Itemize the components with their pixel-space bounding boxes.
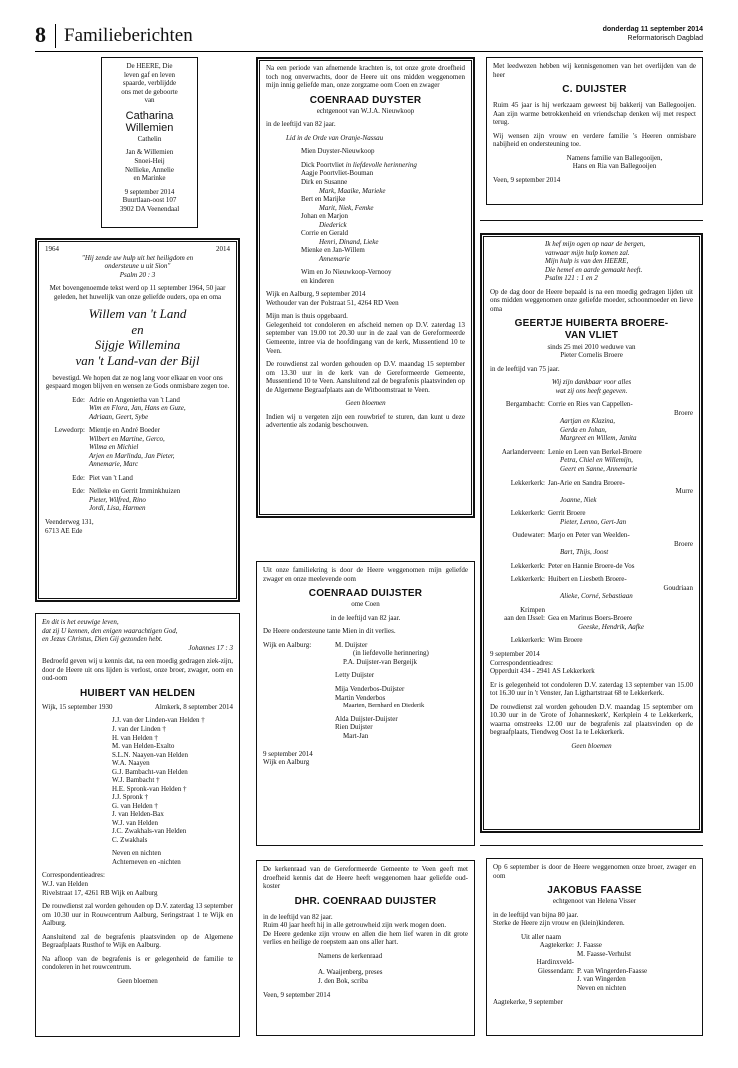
grandchildren: Petra, Chiel en Willemijn, — [560, 456, 633, 465]
date-line: Veen, 9 september 2014 — [493, 175, 561, 184]
anniversary-years — [45, 245, 230, 254]
family-member: J. van Helden-Bax — [112, 810, 164, 819]
notice-text: Indien wij u vergeten zijn een rouwbrief te sturen, dan kunt u deze advertentie als zodanig beschouwen. — [266, 412, 465, 430]
relatives-line: Achterneven en -nichten — [112, 857, 181, 866]
separator-line — [480, 845, 703, 846]
family-place: Lekkerkerk: — [510, 636, 545, 645]
wish-text: Wij wensen zijn vrouw en verdere familie 's Heeren onmisbare nabijheid en ondersteuning toe. — [493, 131, 696, 149]
baby-first-name: Catharina — [125, 109, 174, 122]
age-line: in de leeftijd van bijna 80 jaar. — [493, 910, 579, 919]
family-place: Ede: — [72, 395, 85, 404]
family-group — [45, 487, 230, 513]
family-main-cont: Murre — [675, 487, 693, 496]
member-note: Marit, Niek, Femke — [319, 203, 374, 212]
correspondence-address: Rivelstraat 17, 4261 RB Wijk en Aalburg — [42, 888, 158, 897]
family-member: S.L.N. Naayen-van Helden — [112, 750, 189, 759]
deceased-name: C. DUIJSTER — [562, 84, 627, 96]
member-name: Aagje Poortvliet-Bouman — [301, 169, 374, 178]
baby-nickname: Cathelin — [137, 134, 162, 143]
family-member: J. Faasse — [577, 941, 602, 950]
grandchildren: Geert en Sanne, Annemarie — [560, 465, 638, 473]
family-member: J.J. van der Linden-van Helden † — [112, 716, 205, 725]
address-street: Veenderweg 131, — [45, 518, 94, 526]
date-line: 9 september 2014 — [490, 650, 540, 658]
family-member: M. Faasse-Verhulst — [577, 949, 632, 958]
deceased-name: GEERTJE HUIBERTA BROERE- — [514, 318, 669, 330]
family-place: Giessendam: — [537, 966, 574, 975]
family-place: Lekkerkerk: — [510, 575, 545, 584]
age-line: in de leeftijd van 82 jaar. — [266, 120, 336, 129]
family-members — [548, 509, 693, 526]
member-name: Dirk en Susanne — [301, 177, 348, 186]
family-member: P. van Wingerden-Faasse — [577, 966, 648, 975]
age-line: in de leeftijd van 75 jaar. — [490, 364, 560, 373]
family-group — [490, 606, 693, 632]
grandchildren: Wilbert en Martine, Gerco, — [89, 434, 165, 443]
family-main: Wim Broere — [548, 636, 583, 645]
family-main: Peter en Hannie Broere-de Vos — [548, 561, 635, 570]
paper-name: Reformatorisch Dagblad — [627, 35, 703, 43]
text-line: spaarde, verblijdde — [122, 79, 177, 88]
intro-text: Na een periode van afnemende krachten is, tot onze grote droefheid toch nog onverwachts, door de Heere uit ons midden weggenomen mijn innig geliefde man, onze zorgzame oom Coen en zwager — [266, 64, 465, 90]
family-main: Marjo en Peter van Weelden- — [548, 531, 630, 540]
text-line: ons met de geboorte — [121, 87, 178, 96]
no-flowers-note: Geen bloemen — [117, 976, 158, 985]
family-main: Lenie en Leen van Berkel-Broere — [548, 447, 642, 456]
family-group — [490, 562, 693, 571]
member-note: Diederick — [319, 220, 347, 229]
family-main: Nelleke en Gerrit Imminkhuizen — [89, 487, 181, 496]
family-place: Aagtekerke: — [539, 941, 574, 950]
family-member — [301, 268, 465, 277]
family-member: H.E. Spronk-van Helden † — [112, 784, 187, 793]
obituary-church-council — [256, 860, 475, 1036]
header-info — [603, 25, 703, 43]
issue-date: donderdag 11 september 2014 — [602, 26, 703, 33]
intro-text: Met bovengenoemde tekst werd op 11 september 1964, 50 jaar geleden, het huwelijk van onze geliefde ouders, opa en oma — [49, 284, 226, 301]
date-line: Veen, 9 september 2014 — [263, 990, 331, 999]
obituary-faasse — [486, 858, 703, 1036]
intro-text: Bedroefd geven wij u kennis dat, na een moedig gedragen ziek-zijn, door de Heere uit ons lijden is verlost, onze broer, zwager, oom en oud-oom — [42, 657, 233, 683]
correspondence-name: W.J. van Helden — [42, 880, 89, 888]
family-member — [301, 229, 465, 238]
member-note: in liefdevolle herinnering — [345, 160, 417, 169]
quote-reference: Johannes 17 : 3 — [188, 643, 233, 652]
family-members — [548, 448, 693, 474]
family-member: J. van der Linden † — [112, 724, 166, 733]
date-line: 9 september 2014 — [263, 749, 313, 758]
family-group — [490, 636, 693, 645]
quote-line: Die hemel en aarde gemaakt heeft. — [545, 265, 643, 274]
family-members — [548, 562, 693, 571]
family-group — [490, 575, 693, 601]
blessing-text: bevestigd. We hopen dat ze nog lang voor elkaar en voor ons gespaard mogen blijven en wensen ze Gods onmisbare zegen toe. — [45, 373, 230, 391]
quote-line: En dit is het eeuwige leven, — [42, 618, 119, 626]
intro-text: Met leedwezen hebben wij kennisgenomen van het overlijden van de heer — [493, 62, 696, 79]
deceased-name: HUIBERT VAN HELDEN — [79, 687, 196, 699]
thanks-line: wat zij ons heeft gegeven. — [555, 386, 628, 395]
family-member: H. van Helden † — [112, 733, 158, 742]
family-main: Huibert en Liesbeth Broere- — [548, 575, 627, 584]
family-member: Mart-Jan — [343, 732, 369, 741]
family-main: Jan-Arie en Sandra Broere- — [548, 478, 625, 487]
family-place: Oudewater: — [512, 531, 545, 540]
address-line: Wethouder van der Polstraat 51, 4264 RD Veen — [266, 298, 399, 307]
family-place: aan den IJssel: — [504, 614, 545, 623]
quote-reference: Psalm 20 : 3 — [119, 270, 156, 279]
widow-line: Pieter Cornelis Broere — [560, 351, 623, 360]
life-dates — [42, 703, 233, 712]
grandchildren: Annemarie, Marc — [89, 460, 139, 469]
quote-reference: Psalm 121 : 1 en 2 — [545, 274, 598, 283]
obituary-duijster-family — [256, 561, 475, 846]
no-flowers-note: Geen bloemen — [571, 741, 612, 750]
family-member: W.A. Naayen — [112, 759, 150, 768]
grandchildren: Geeske, Hendrik, Aafke — [578, 622, 644, 631]
deceased-name: DHR. COENRAAD DUIJSTER — [294, 895, 437, 907]
text-line: van — [144, 96, 155, 105]
family-main: Adrie en Angenietha van 't Land — [89, 395, 180, 404]
family-list — [42, 716, 233, 844]
baby-second-name: Willemien — [125, 122, 174, 135]
connector: en — [131, 321, 144, 337]
family-place: Bergambacht: — [505, 400, 545, 409]
family-main: Mientje en André Boeder — [89, 426, 160, 435]
date-line: Aagtekerke, 9 september — [493, 997, 563, 1006]
member-name: Mienke en Jan-Willem — [301, 246, 365, 255]
spouse-line: echtgenoot van Helena Visser — [552, 897, 637, 906]
family-member — [301, 169, 465, 178]
family-member: G. van Helden † — [112, 801, 158, 810]
member-note: Mark, Maaike, Marieke — [319, 186, 386, 195]
family-member: Maarten, Bernhard en Diederik — [343, 702, 425, 710]
family-main-cont: Goudriaan — [663, 583, 693, 592]
family-place: Ede: — [72, 487, 85, 496]
quote-line: Mijn hulp is van den HEERE, — [545, 257, 629, 266]
condolence-text: Gelegenheid tot condoleren en afscheid nemen op D.V. zaterdag 13 september van 19.00 tot 20.30 uur in de zaal van de Gereformeerde Gemeente, intree via de hoofdingang van de kerk, Mussentiend 10 te Veen. — [266, 320, 465, 355]
signature-line: J. den Bok, scriba — [318, 976, 368, 985]
text-line: De HEERE, Die — [126, 62, 173, 70]
honor-line: Lid in de Orde van Oranje-Nassau — [286, 133, 384, 142]
family-group — [45, 396, 230, 422]
nickname-line: ome Coen — [351, 600, 380, 609]
family-main: Piet van 't Land — [89, 473, 133, 482]
family-group — [490, 509, 693, 526]
family-member: W.J. Bambacht † — [112, 776, 160, 785]
family-main-cont: Broere — [673, 539, 693, 548]
family-member: J.C. Zwakhals-van Helden — [112, 827, 187, 836]
funeral-service-text: De rouwdienst zal worden gehouden D.V. maandag 15 september om 10.30 uur in de 'Grote of Johanneskerk', Kerkplein 4 te Lekkerkerk, waarna omstreeks 12.00 uur de begrafenis zal plaatsvinden op de begraafplaats, Tiendweg Oost 1a te Lekkerkerk. — [490, 702, 693, 737]
funeral-service-text: De rouwdienst zal worden gehouden op D.V. maandag 15 september om 13.30 uur in de kerk van de Gereformeerde Gemeente, Mussentiend 10 te Veen. Aansluitend zal de begrafenis plaatsvinden op de Algemene Begraafplaats aan de Witboomstraat te Veen. — [266, 360, 465, 394]
year-start: 1964 — [45, 245, 59, 253]
relatives-line: Neven en nichten — [577, 984, 626, 992]
correspondence-address: Opperduit 434 - 2941 AS Lekkerkerk — [490, 667, 595, 676]
signature-line: Namens familie van Ballegooijen, — [566, 153, 663, 162]
funeral-service-text: De rouwdienst zal worden gehouden op D.V. zaterdag 13 september om 10.30 uur in Rouwcentrum Aalburg, Seringstraat 1 te Wijk en Aalburg. — [42, 902, 233, 928]
obituary-van-helden — [35, 613, 240, 1037]
page-header — [35, 22, 703, 52]
family-member — [301, 147, 465, 156]
family-member — [301, 238, 465, 247]
husband-name: Willem van 't Land — [88, 306, 187, 322]
family-place: Lekkerkerk: — [510, 509, 545, 518]
condolence-text: Er is gelegenheid tot condoleren D.V. zaterdag 13 september van 15.00 tot 16.30 uur in 't Venster, Jan Ligthartstraat 68 te Lekkerkerk. — [490, 680, 693, 698]
signature-block — [263, 952, 468, 986]
family-member: C. Zwakhals — [112, 835, 148, 844]
family-member: W.J. van Helden — [112, 818, 159, 827]
quote-line: Ik hef mijn ogen op naar de bergen, — [545, 240, 646, 248]
family-main: Gea en Marinus Boers-Broere — [548, 614, 633, 623]
parents-line: Jan & Willemien — [125, 148, 174, 157]
family-members — [548, 479, 693, 505]
text-line: leven gaf en leven — [123, 70, 176, 79]
family-group — [490, 531, 693, 557]
family-member: P.A. Duijster-van Bergeijk — [343, 657, 417, 666]
correspondence-label: Correspondentieadres: — [490, 658, 553, 667]
grandchildren: Pieter, Lenno, Gert-Jan — [560, 517, 627, 526]
grandchildren: Alieke, Corné, Sebastiaan — [560, 592, 633, 601]
family-member — [301, 277, 465, 286]
family-members — [548, 531, 693, 557]
member-note: Henri, Dinand, Lieke — [319, 237, 379, 246]
quote-line: dat zij U kennen, den enigen waarachtigen God, — [42, 626, 178, 635]
family-member: Rien Duijster — [335, 723, 373, 732]
place-line: Wijk en Aalburg — [263, 758, 310, 767]
family-member — [301, 221, 465, 230]
family-member — [301, 178, 465, 187]
family-place: Hardinxveld- — [536, 958, 574, 967]
family-member — [301, 212, 465, 221]
member-name: Wim en Jo Nieuwkoop-Vernooy — [301, 268, 392, 277]
family-list — [490, 400, 693, 606]
obituary-broere — [480, 233, 703, 833]
family-member: Alda Duijster-Duijster — [335, 714, 398, 723]
on-behalf-line: Uit aller naam — [521, 932, 562, 941]
siblings-line: en Marinke — [133, 174, 166, 183]
family-member: Letty Duijster — [335, 671, 375, 680]
siblings-line: Nellieke, Annelie — [125, 165, 174, 174]
family-place: Lekkerkerk: — [510, 561, 545, 570]
grandchildren: Wim en Flora, Jan, Hans en Guze, — [89, 404, 186, 413]
birth-announcement — [101, 57, 198, 228]
section-title: Familieberichten — [55, 24, 193, 48]
family-list — [335, 641, 468, 741]
member-name: Dick Poortvliet — [301, 160, 346, 169]
family-group — [45, 474, 230, 483]
blessing-text: Sterke de Heere zijn vrouw en (klein)kinderen. — [493, 919, 625, 928]
member-name: Johan en Marjon — [301, 212, 349, 221]
deceased-name: COENRAAD DUIJSTER — [308, 588, 423, 600]
signature-line: Hans en Ria van Ballegooijen — [572, 162, 657, 171]
quote-line: ondersteune u uit Sion" — [104, 262, 171, 271]
family-list — [266, 147, 465, 285]
family-member: M. van Helden-Exalto — [112, 742, 175, 751]
wife-full-name: van 't Land-van der Bijl — [75, 352, 200, 368]
family-member: J.J. Spronk † — [112, 793, 149, 802]
grandchildren: Aartjan en Klazina, — [560, 417, 616, 426]
deceased-name: JAKOBUS FAASSE — [547, 885, 642, 897]
grandchildren: Gerda en Johan, — [560, 425, 607, 434]
address-street: Buurtlaan-oost 107 — [122, 196, 177, 205]
signature-line: Namens de kerkenraad — [318, 951, 383, 960]
family-member: M. Duijster — [335, 640, 368, 649]
anniversary-announcement — [35, 238, 240, 602]
family-members — [548, 575, 693, 601]
family-member: G.J. Bambacht-van Helden — [112, 767, 188, 776]
intro-text: Uit onze familiekring is door de Heere weggenomen mijn geliefde zwager en onze meelevende oom — [263, 566, 468, 583]
no-flowers-note: Geen bloemen — [345, 399, 386, 408]
intro-text: De kerkenraad van de Gereformeerde Gemeente te Veen geeft met droefheid kennis dat de Heere heeft weggenomen haar geliefde oud-koster — [263, 865, 468, 891]
tribute-text: Ruim 45 jaar is hij werkzaam geweest bij bakkerij van Ballegooijen. Aan zijn warme betrokkenheid en vriendschap denken wij met respect terug. — [493, 101, 696, 127]
age-line: in de leeftijd van 82 jaar. — [263, 912, 333, 921]
age-line: in de leeftijd van 82 jaar. — [330, 613, 401, 622]
laid-out-text: Mijn man is thuis opgebaard. — [266, 312, 348, 321]
quote-line: en Jezus Christus, Dien Gij gezonden hebt. — [42, 635, 163, 644]
family-member — [301, 255, 465, 264]
nephews-block — [42, 849, 233, 866]
birth-date: 9 september 2014 — [124, 187, 175, 196]
grandchildren: Joanne, Niek — [560, 495, 597, 504]
deceased-name: COENRAAD DUYSTER — [309, 94, 422, 106]
family-group — [490, 479, 693, 505]
grandchildren: Jordi, Lisa, Harmen — [89, 504, 146, 513]
member-name: en kinderen — [301, 276, 334, 285]
correspondence-label: Correspondentieadres: — [42, 871, 105, 880]
family-member — [301, 187, 465, 196]
family-place: Ede: — [72, 473, 85, 482]
member-name: Mien Duyster-Nieuwkoop — [301, 147, 375, 156]
family-place: Krimpen — [520, 605, 545, 614]
grandchildren: Arjen en Marlinda, Jan Pieter, — [89, 451, 175, 460]
family-member — [301, 195, 465, 204]
service-text: Ruim 40 jaar heeft hij in alle getrouwheid zijn werk mogen doen. — [263, 921, 447, 930]
birth-info: Wijk, 15 september 1930 — [42, 702, 113, 711]
family-member — [301, 204, 465, 213]
intro-text: Op de dag door de Heere bepaald is na een moedig gedragen lijden uit ons midden weggenomen onze geliefde moeder, schoonmoeder en lieve oma — [490, 287, 693, 313]
family-place: Lewedorp: — [54, 426, 85, 435]
member-name: Corrie en Gerald — [301, 229, 349, 238]
grandchildren: Pieter, Wilfred, Rino — [89, 495, 146, 504]
family-group — [263, 641, 468, 741]
family-place: Wijk en Aalburg: — [263, 640, 312, 649]
place-date: Wijk en Aalburg, 9 september 2014 — [266, 290, 366, 299]
family-member: J. van Wingerden — [577, 975, 626, 984]
separator-line — [480, 220, 703, 221]
family-group — [493, 941, 696, 958]
family-member — [301, 161, 465, 170]
family-member — [301, 246, 465, 255]
family-member: Mija Venderbos-Duijster — [335, 684, 405, 693]
family-group — [493, 958, 696, 992]
relatives-line: Neven en nichten — [112, 849, 161, 858]
thanks-line: Wij zijn dankbaar voor alles — [551, 378, 632, 387]
address-city: 3902 DA Veenendaal — [119, 204, 180, 213]
page-number: 8 — [35, 22, 46, 47]
family-main: Corrie en Ries van Cappellen- — [548, 400, 633, 409]
family-members — [548, 400, 693, 443]
family-main: Gerrit Broere — [548, 509, 586, 518]
grandchildren: Margreet en Willem, Janita — [560, 434, 637, 443]
death-info: Almkerk, 8 september 2014 — [154, 702, 233, 711]
member-note: Annemarie — [319, 254, 350, 263]
grandchildren: Adriaan, Geert, Sybe — [89, 412, 149, 421]
condolence-text: Na afloop van de begrafenis is er gelegenheid de familie te condoleren in het rouwcentrum. — [42, 954, 233, 972]
member-name: Bert en Marijke — [301, 195, 346, 204]
burial-text: Aansluitend zal de begrafenis plaatsvinden op de Algemene Begraafplaats Rusthof te Wijk en Aalburg. — [42, 932, 233, 950]
grandchildren: Wilma en Michiel — [89, 443, 139, 452]
family-group — [490, 400, 693, 443]
family-group — [490, 448, 693, 474]
widow-line: sinds 25 mei 2010 weduwe van — [547, 342, 636, 351]
address-city: 6713 AE Ede — [45, 526, 83, 535]
obituary-ballegooijen — [486, 57, 703, 205]
quote-line: "Hij zende uw hulp uit het heiligdom en — [81, 253, 194, 262]
intro-text: Op 6 september is door de Heere weggenomen onze broer, zwager en oom — [493, 863, 696, 880]
family-place: Lekkerkerk: — [510, 478, 545, 487]
family-member: Martin Venderbos — [335, 693, 386, 702]
blessing-text: De Heere gedenke zijn vrouw en allen die hem lief waren in dit grote verlies en heilige de roepstem aan ons aller hart. — [263, 929, 468, 947]
wife-name: Sijgje Willemina — [94, 337, 181, 353]
deceased-name-cont: VAN VLIET — [564, 330, 619, 342]
family-member: (in liefdevolle herinnering) — [353, 649, 429, 658]
signature-line: A. Waaijenberg, preses — [318, 968, 383, 977]
support-text: De Heere ondersteune tante Mien in dit verlies. — [263, 627, 396, 636]
spouse-line: echtgenoot van W.J.A. Nieuwkoop — [316, 106, 415, 115]
parents-line: Snoei-Heij — [134, 157, 165, 165]
quote-line: vanwaar mijn hulp komen zal. — [545, 248, 630, 257]
grandchildren: Bart, Thijs, Joost — [560, 548, 609, 557]
obituary-duyster — [256, 57, 475, 518]
year-end: 2014 — [216, 245, 230, 253]
family-place: Aarlanderveen: — [501, 447, 545, 456]
family-main-cont: Broere — [673, 408, 693, 417]
family-group — [45, 426, 230, 469]
